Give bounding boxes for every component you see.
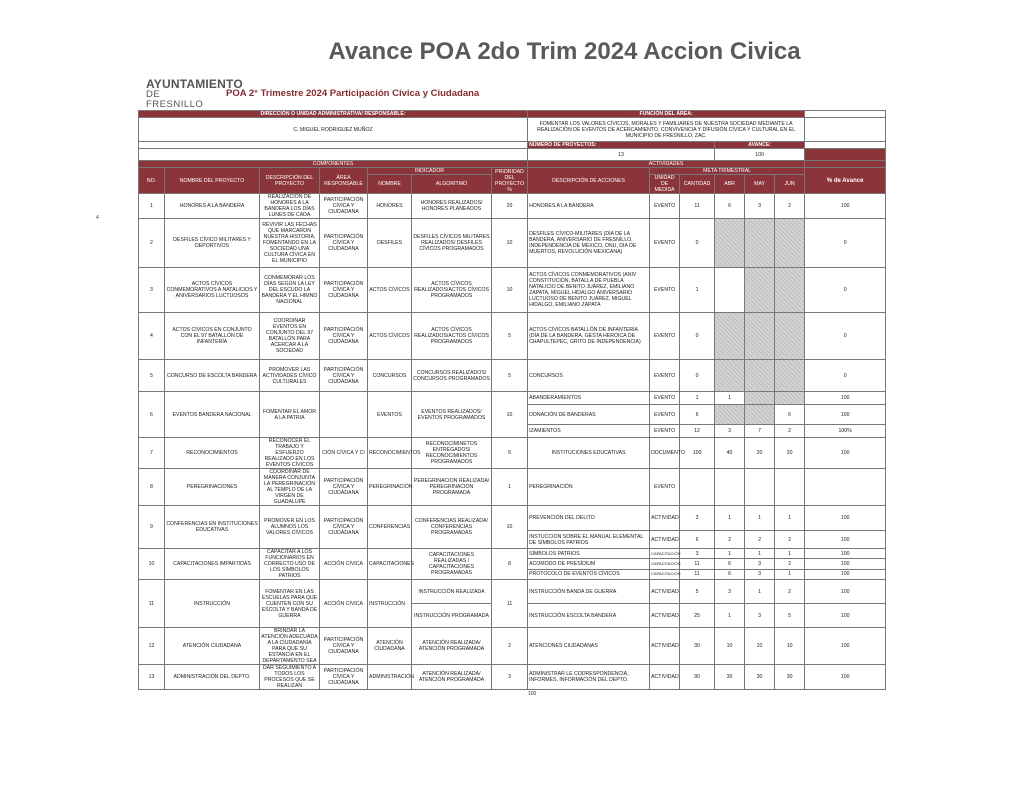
table-row: 13 ADMINISTRACIÓN DEL DEPTO. DAR SEGUIMIENTO A TODOS LOS PROCESOS QUE SE REALIZAN PARTICIPACIÓN CÍVICA Y CIUDADANA ADMINISTRACIÓN ATENCIÓN REALIZADA/ ATENCIÓN PROGRAMADA 3 ADMINISTRAR LE CODRESPONDENCIA, INFORMES, INFORMACIÓN DEL DEPTO. ACTIVIDAD 90 30 30 30 100 <box>139 665 886 690</box>
table-row: 1 HONORES A LA BANDERA REALIZACIÓN DE HONORES A LA BANDERA LOS DÍAS LUNES DE CADA PARTICIPACIÓN CÍVICA Y CIUDADANA HONORES HONORES REALIZADOS/ HONORES PLANEADOS 20 HONORES A LA BANDERA EVENTO 11 6 3 2 100 <box>139 194 886 219</box>
table-row: INSTRUCCIÓN PROGRAMADA INSTRUCCIÓN ESCOLTA BANDERA ACTIVIDAD 25 1 3 5 100 <box>139 604 886 628</box>
table-row: 4 ACTOS CÍVICOS EN CONJUNTO CON EL 97 BATALLÓN DE INFANTERÍA COORDINAR EVENTOS EN CONJUNTO DEL 97 BATALLÓN PARA ACERCAR A LA SOCIEDAD PARTICIPACIÓN CÍVICA Y CIUDADANA ACTOS CÍVICOS ACTOS CÍVICOS REALIZADOS/ACTOS CÍVICOS PROGRAMADOS 5 ACTOS CÍVICOS BATALLÓN DE INFANTERÍA (DÍA DE LA BANDERA, GESTA HEROICA DE CHAPULTEPEC, GRITO DE INDEPENDENCIA) EVENTO 0 0 <box>139 313 886 360</box>
num-proyectos-label: NÚMERO DE PROYECTOS: <box>528 142 715 149</box>
num-proyectos-value: 13 <box>528 149 715 161</box>
total-marker: 100 <box>528 691 537 697</box>
col-ind-nombre: NOMBRE <box>368 175 412 194</box>
responsable-name: C. MIGUEL RODRIGUEZ MUÑOZ <box>139 118 528 142</box>
funcion-text: FOMENTAR LOS VALORES CÍVICOS, MORALES Y FAMILIARES DE NUESTRA SOCIEDAD MEDIANTE LA REALIZACIÓN DE EVENTOS DE ACERCAMIENTO, CONVIVENCIA Y DIFUSIÓN CÍVICA Y CULTURAL EN EL MUNICIPIO DE FRESNILLO, ZAC. <box>528 118 805 142</box>
table-row: 9 CONFERENCIAS EN INSTITUCIONES EDUCATIVAS PROMOVER EN LOS ALUMNOS LOS VALORES CÍVICOS PARTICIPACIÓN CÍVICA Y CIUDADANA CONFERENCIAS CONFERENCIAS REALIZADA/ CONFERENCIAS PROGRAMADAS 10 PREVENCIÓN DEL DELITO ACTIVIDAD 3 1 1 1 100 <box>139 506 886 531</box>
table-row: 5 CONCURSO DE ESCOLTA BANDERA PROMOVER LAS ACTIVIDADES CÍVICO CULTURALES PARTICIPACIÓN CÍVICA Y CIUDADANA CONCURSOS CONCURSOS REALIZADOS/ CONCURSOS PROGRAMADOS 5 CONCURSOS EVENTO 0 0 <box>139 360 886 392</box>
logo-line-2: DE FRESNILLO <box>146 89 204 110</box>
col-avance: % de Avance <box>805 168 886 194</box>
table-row: 10 CAPACITACIONES IMPARTIDAS CAPACITAR A LOS FUNCIONARIOS EN CORRECTO USO DE LOS SÍMBOLOS PATRIOS ACCIÓN CÍVICA CAPACITACIONES CAPACITACIONES REALIZADAS / CAPACITACIONES PROGRAMADAS 8 SÍMBOLOS PATRIOS CAPACITACIÓN 3 1 1 1 100 <box>139 549 886 559</box>
table-row: DONACIÓN DE BANDERAS EVENTO 6 6 100 <box>139 405 886 425</box>
meta-trimestral-header: META TRIMESTRAL <box>650 168 805 175</box>
poa-subtitle: POA 2° Trimestre 2024 Participación Cívica y Ciudadana <box>226 88 480 99</box>
col-algoritmo: ALGORITMO <box>412 175 492 194</box>
col-area: ÁREA RESPONSABLE <box>320 168 368 194</box>
avance-value: 100 <box>715 149 805 161</box>
col-cantidad: CANTIDAD <box>680 175 715 194</box>
table-row: 8 PEREGRINACIONES COORDINAR DE MANERA CONJUNTA LA PEREGRINACIÓN AL TEMPLO DE LA VIRGEN DE GUADALUPE PARTICIPACIÓN CÍVICA Y CIUDADANA PEREGRINACIÓN PEREGRINACION REALIZADA/ PEREGRINACION PROGRAMADA 1 PEREGRINACIÓN EVENTO <box>139 469 886 506</box>
table-row: IZAMIENTOS EVENTO 12 3 7 2 100% <box>139 425 886 438</box>
col-may: MAY <box>745 175 775 194</box>
col-desc-acciones: DESCRIPCIÓN DE ACCIONES <box>528 168 650 194</box>
componentes-header: COMPONENTES <box>139 161 528 168</box>
table-row: INSTUCCION SOBRE EL MANUAL ELEMENTAL DE SÍMBOLOS PATRIOS ACTIVIDAD 6 2 2 2 100 <box>139 531 886 549</box>
actividades-header: ACTIVIDADES <box>528 161 805 168</box>
col-nombre: NOMBRE DEL PROYECTO <box>165 168 260 194</box>
col-unidad: UNIDAD DE MEDIDA <box>650 175 680 194</box>
table-row: 12 ATENCIÓN CIUDADANA BRINDAR LA ATENCIÓN ADECUADA A LA CIUDADANÍA PARA QUE SU ESTANCIA EN EL DEPARTAMENTO SEA PARTICIPACIÓN CÍVICA Y CIUDADANA ATENCIÓN CIUDADANA ATENCIÓN REALIZADA/ ATENCIÓN PROGRAMADA 2 ATENCIONES CIUDADANAS ACTIVIDAD 30 10 10 10 100 <box>139 628 886 665</box>
page-marker: 4 <box>96 215 99 221</box>
table-row: 3 ACTOS CÍVICOS CONMEMORATIVOS A NATALICIOS Y ANIVERSARIOS LUCTUOSOS CONMEMORAR LOS DÍAS SEGÚN LA LEY DEL ESCUDO LA BANDERA Y EL HIMNO NACIONAL PARTICIPACIÓN CÍVICA Y CIUDADANA ACTOS CÍVICOS ACTOS CÍVICOS REALIZADOS/ACTOS CÍVICOS PROGRAMADOS 10 ACTOS CÍVICOS CONMEMORATIVOS (ANIV CONSTITUCIÓN, BATALLA DE PUEBLA NATALICIO DE BENITO JUÁREZ, EMILIANO ZAPATA, MIGUEL HIDALGO ANIVERSARIO LUCTUOSO DE BENITO JUÁREZ, MIGUEL HIDALGO, EMILIANO ZAPATA EVENTO 1 0 <box>139 268 886 313</box>
indicador-header: INDICADOR <box>368 168 492 175</box>
table-row: ACOMODO DE PRESÍDIUM CAPACITACIÓN 11 6 3 2 100 <box>139 559 886 569</box>
direccion-label: DIRECCIÓN O UNIDAD ADMINISTRATIVA/ RESPONSABLE: <box>139 111 528 118</box>
table-row: PROTOCOLO DE EVENTOS CÍVICOS CAPACITACIÓN 11 6 3 1 100 <box>139 569 886 579</box>
table-row: 6 EVENTOS BANDERA NACIONAL FOMENTAR EL AMOR A LA PATRIA EVENTOS EVENTOS REALIZADOS/ EVENTOS PROGRAMADOS 10 ABANDERAMIENTOS EVENTO 1 1 100 <box>139 392 886 405</box>
poa-table <box>138 110 886 690</box>
logo-line-1: AYUNTAMIENTO <box>146 77 243 91</box>
funcion-label: FUNCIÓN DEL ÁREA: <box>528 111 805 118</box>
table-row: 2 DESFILES CÍVICO MILITARES Y DEPORTIVOS REVIVIR LAS FECHAS QUE MARCARON NUESTRA HISTORIA, FOMENTANDO EN LA SOCIEDAD UNA CULTURA CÍVICA EN EL MUNICIPIO PARTICIPACIÓN CÍVICA Y CIUDADANA DESFILES DESFILES CÍVICOS MILITARES REALIZADOS/ DESFILES CÍVICOS PROGRAMADOS 10 DESFILES CÍVICO-MILITARES (DÍA DE LA BANDERA, ANIVERSARIO DE FRESNILLO, INDEPENDENCIA DE MÉXICO, ONU, DÍA DE MUERTOS, REVOLUCIÓN MEXICANA) EVENTO 0 0 <box>139 219 886 268</box>
avance-label: AVANCE: <box>715 142 805 149</box>
table-row: 11 INSTRUCCIÓN FOMENTAR EN LAS ESCUELAS PARA QUE CUENTEN CON SU ESCOLTA Y BANDA DE GUERRA ACCIÓN CÍVICA INSTRUCCIÓN INSTRUCCIÓN REALIZADA 11 INSTRUCCIÓN BANDA DE GUERRA ACTIVIDAD 5 3 1 2 100 <box>139 580 886 604</box>
col-descripcion: DESCRIPCIÓN DEL PROYECTO <box>260 168 320 194</box>
col-prioridad: PRIORIDAD DEL PROYECTO % <box>492 168 528 194</box>
document-title: Avance POA 2do Trim 2024 Accion Civica <box>328 38 801 65</box>
table-row: 7 RECONOCIMIENTOS RECONOCER EL TRABAJO Y ESFUERZO REALIZADO EN LOS EVENTOS CÍVICOS CIÓN CÍVICA Y CI RECONOCIMIENTOS RECONOCIMINETOS ENTREGADOS/ RECONOCIMIENTOS PROGRAMADOS 5 INSTITUCIONES EDUCATIVAS DOCUMENTO 100 40 20 20 100 <box>139 438 886 469</box>
ayuntamiento-logo <box>146 77 243 110</box>
col-no: NO. <box>139 168 165 194</box>
col-jun: JUN <box>775 175 805 194</box>
col-abr: ABR <box>715 175 745 194</box>
